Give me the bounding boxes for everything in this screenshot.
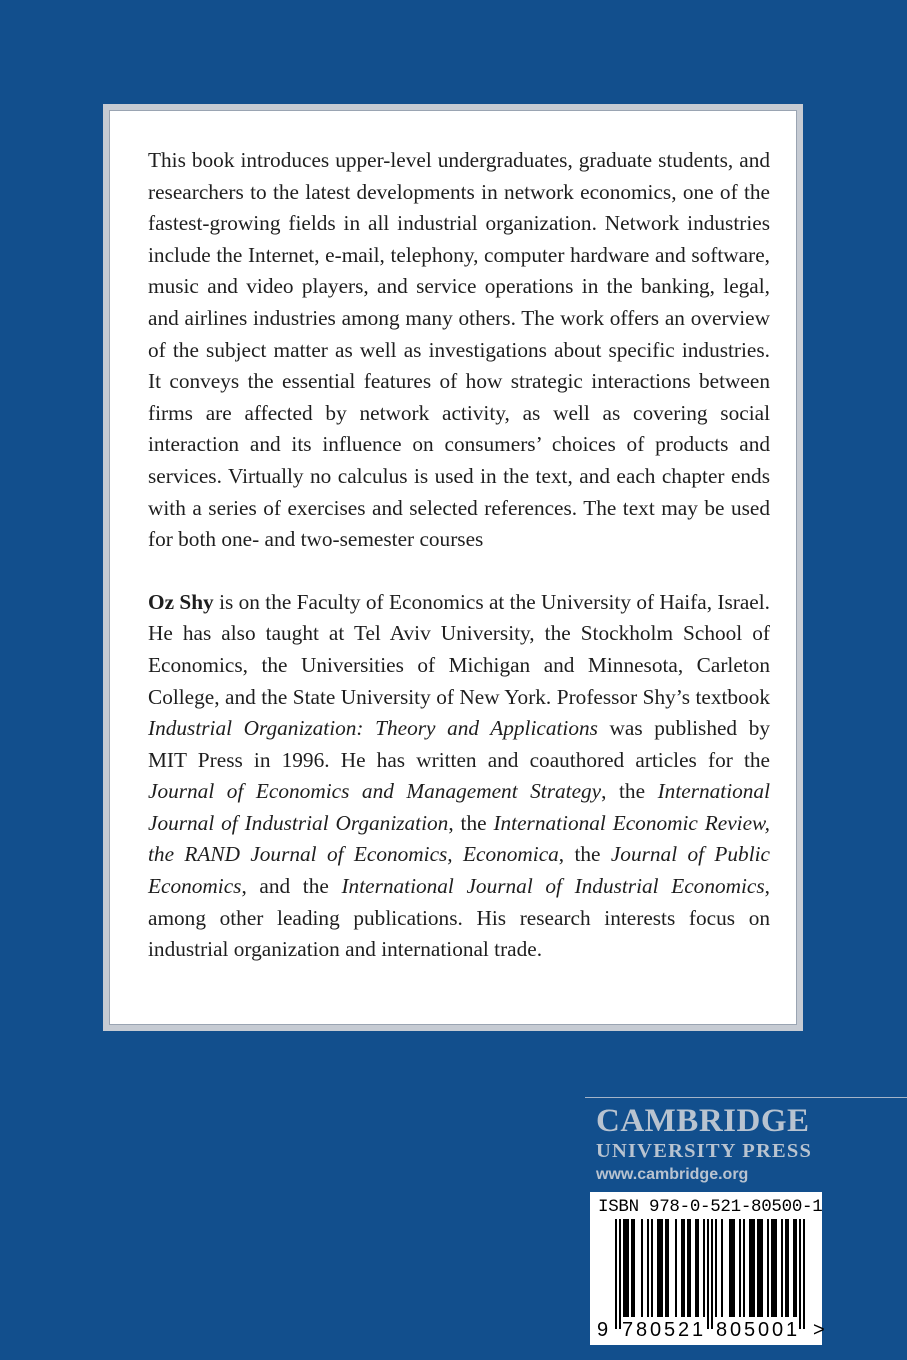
- barcode-bar: [773, 1219, 775, 1317]
- book-title: Industrial Organization: Theory and Applications: [148, 716, 598, 741]
- barcode-bar: [633, 1219, 635, 1317]
- publisher-subname: UNIVERSITY PRESS: [596, 1140, 813, 1162]
- publisher-rule: [585, 1097, 907, 1098]
- barcode-bar: [731, 1219, 733, 1317]
- barcode-bar: [739, 1219, 741, 1317]
- barcode-bar: [703, 1219, 705, 1317]
- barcode-bar: [657, 1219, 659, 1317]
- barcode-bar: [667, 1219, 669, 1317]
- barcode-bar: [619, 1219, 621, 1329]
- journal-title: International Economic Review, the RAND Journal of Economics, Economica: [148, 810, 770, 867]
- barcode-bar: [771, 1219, 773, 1317]
- barcode-bar: [761, 1219, 763, 1317]
- barcode-digit: 8: [716, 1319, 728, 1341]
- barcode-bar: [749, 1219, 751, 1317]
- barcode-bar: [707, 1219, 709, 1329]
- barcode-bar: [767, 1219, 769, 1317]
- barcode-bar: [627, 1219, 629, 1317]
- barcode-bar: [733, 1219, 735, 1317]
- barcode-bar: [659, 1219, 661, 1317]
- barcode-bar: [787, 1219, 789, 1317]
- publisher-url: www.cambridge.org: [596, 1166, 749, 1183]
- description-panel: [103, 104, 803, 1031]
- barcode-digit: 9: [597, 1319, 609, 1341]
- barcode-bar: [647, 1219, 649, 1317]
- journal-title: Journal of Public Economics: [148, 842, 770, 899]
- barcode-bar: [759, 1219, 761, 1317]
- barcode-bar: [651, 1219, 653, 1317]
- barcode-digit: 1: [692, 1319, 704, 1341]
- barcode-digit: 5: [744, 1319, 756, 1341]
- book-description: This book introduces upper-level undergraduates, graduate students, and researchers to the latest developments in network economics, one of the fastest-growing fields in all industrial organization. Network industries include the Internet, e-mail, telephony, computer hardware and software, music and video players, and service operations in the banking, legal, and airlines industries among many others. The work offers an overview of the subject matter as well as investigations about specific industries. It conveys the essential features of how strategic interactions between firms are affected by network activity, as well as covering social interaction and its influence on consumers’ choices of products and services. Virtually no calculus is used in the text, and each chapter ends with a series of exercises and selected references. The text may be used for both one- and two-semester courses: [148, 148, 770, 552]
- barcode-digit: 2: [678, 1319, 690, 1341]
- barcode-bar: [689, 1219, 691, 1317]
- barcode-bar: [681, 1219, 683, 1317]
- barcode-bar: [675, 1219, 677, 1317]
- barcode-digit: 5: [664, 1319, 676, 1341]
- author-name: Oz Shy: [148, 589, 214, 614]
- barcode-bar: [795, 1219, 797, 1317]
- barcode-bar: [683, 1219, 685, 1317]
- barcode-bar: [641, 1219, 643, 1317]
- barcode-bar: [775, 1219, 777, 1317]
- barcode-bar: [729, 1219, 731, 1317]
- barcode-bar: [711, 1219, 713, 1329]
- barcode-bar: [799, 1219, 801, 1329]
- isbn-barcode: [590, 1192, 825, 1345]
- barcode-bar: [661, 1219, 663, 1317]
- barcode-digit: 8: [636, 1319, 648, 1341]
- blurb-text: [148, 145, 770, 966]
- barcode-bar: [687, 1219, 689, 1317]
- barcode-bar: [625, 1219, 627, 1317]
- barcode-digit: 7: [622, 1319, 634, 1341]
- barcode-bar: [665, 1219, 667, 1317]
- publisher-logo: [596, 1103, 826, 1185]
- barcode-bar: [743, 1219, 745, 1317]
- barcode-bar: [721, 1219, 723, 1317]
- barcode-bar: [697, 1219, 699, 1317]
- barcode-digit: 1: [786, 1319, 798, 1341]
- barcode-bar: [631, 1219, 633, 1317]
- barcode-bar: [751, 1219, 753, 1317]
- barcode-bar: [695, 1219, 697, 1317]
- barcode-bar: [623, 1219, 625, 1317]
- barcode-digit: 0: [650, 1319, 662, 1341]
- barcode-bar: [781, 1219, 783, 1317]
- author-bio: Oz Shy is on the Faculty of Economics at the University of Haifa, Israel. He has also taught at Tel Aviv University, the Stockholm School of Economics, the Universities of Michigan and Minnesota, Carleton College, and the State University of New York. Professor Shy’s textbook Industrial Organization: Theory and Applications was published by MIT Press in 1996. He has written and coauthored articles for the Journal of Economics and Management Strategy, the International Journal of Industrial Organization, the International Economic Review, the RAND Journal of Economics, Economica, the Journal of Public Economics, and the International Journal of Industrial Economics, among other leading publications. His research interests focus on industrial organization and international trade.: [148, 589, 770, 962]
- barcode-digit: 0: [730, 1319, 742, 1341]
- barcode-digit: 0: [772, 1319, 784, 1341]
- barcode-bar: [785, 1219, 787, 1317]
- barcode-bar: [757, 1219, 759, 1317]
- barcode-digits: [596, 1319, 825, 1341]
- barcode-bar: [615, 1219, 617, 1329]
- barcode-digit: 0: [758, 1319, 770, 1341]
- journal-title: Journal of Economics and Management Strategy: [148, 779, 602, 804]
- journal-title: International Journal of Industrial Organization: [148, 779, 770, 835]
- barcode-bar: [753, 1219, 755, 1317]
- barcode-bar: [793, 1219, 795, 1317]
- barcode-digit: >: [813, 1319, 825, 1341]
- isbn-label: ISBN 978-0-521-80500-1: [598, 1197, 823, 1217]
- publisher-name: CAMBRIDGE: [596, 1103, 810, 1139]
- barcode-bar: [715, 1219, 717, 1317]
- journal-title: International Journal of Industrial Economics: [341, 874, 765, 899]
- barcode-bar: [803, 1219, 805, 1329]
